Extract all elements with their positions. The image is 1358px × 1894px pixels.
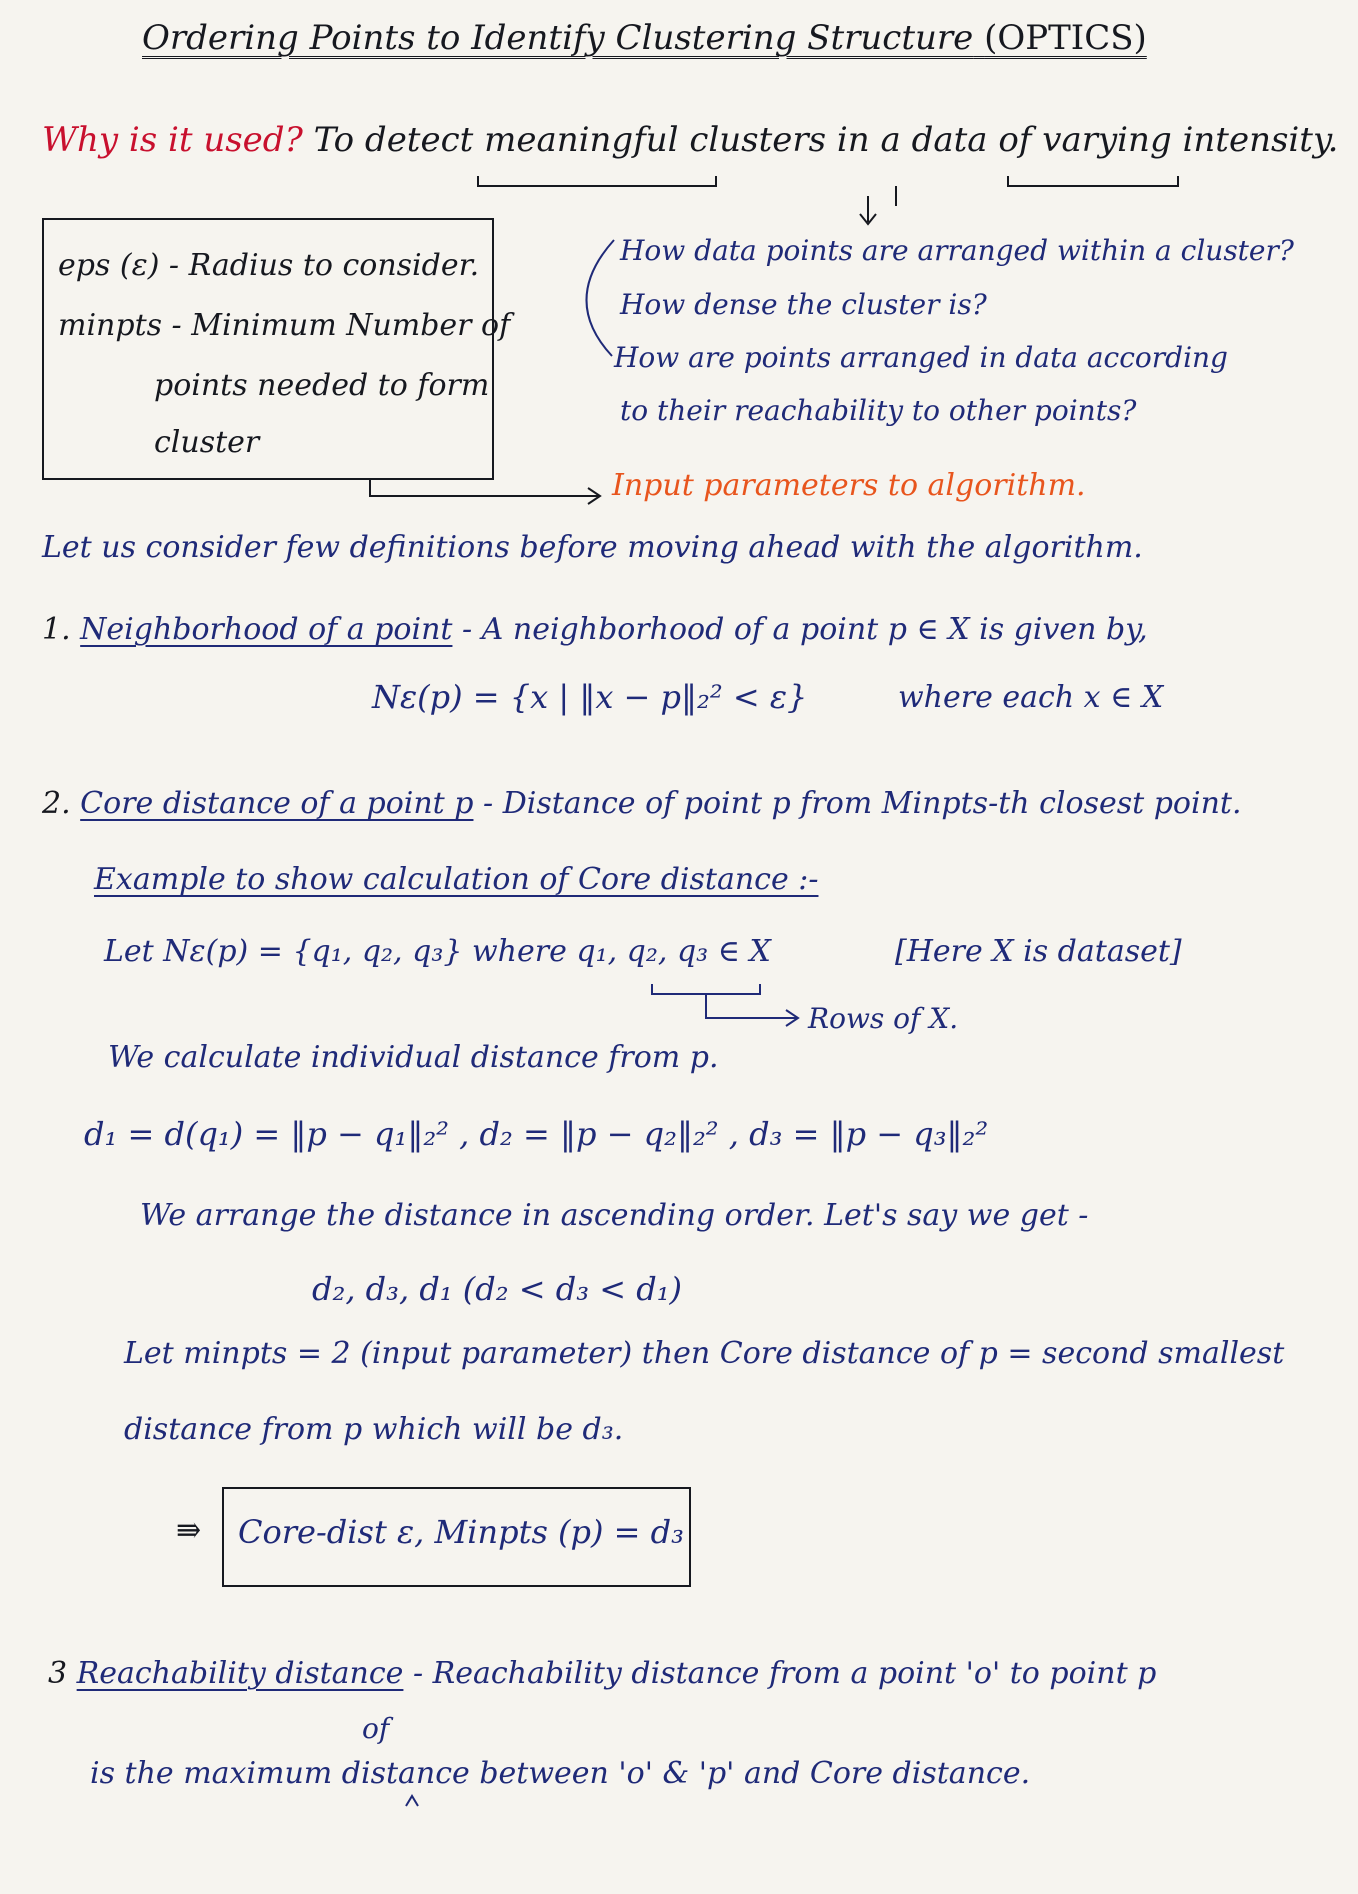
question-3: How are points arranged in data according	[614, 341, 1228, 374]
question-1: How data points are arranged within a cluster?	[620, 234, 1294, 267]
def3-insert: of	[362, 1712, 390, 1745]
def2-let-line: Let Nε(p) = {q₁, q₂, q₃} where q₁, q₂, q₃ ∈ X	[104, 934, 771, 969]
implies-arrow: ⇛	[176, 1513, 202, 1548]
def2-result: Core-dist ε, Minpts (p) = d₃	[238, 1513, 684, 1551]
def3-desc: - Reachability distance from a point 'o' to point p	[412, 1656, 1157, 1691]
why-question: Why is it used?	[42, 120, 303, 160]
def2-arrange-line: We arrange the distance in ascending order. Let's say we get -	[140, 1198, 1089, 1233]
why-meaningful: meaningful	[484, 120, 679, 160]
why-answer-pre: To detect	[313, 120, 474, 160]
def1-term: Neighborhood of a point	[80, 612, 453, 647]
def2-distance-line: distance from p which will be d₃.	[124, 1412, 624, 1447]
def1-formula: Nε(p) = {x | ‖x − p‖₂² < ε}	[372, 678, 808, 716]
bracket-intensity	[1008, 176, 1178, 186]
insertion-caret	[406, 1796, 418, 1806]
param-minpts-cont2: cluster	[154, 425, 260, 460]
def2-minpts-line: Let minpts = 2 (input parameter) then Core distance of p = second smallest	[124, 1336, 1285, 1371]
def2-rows-note: Rows of X.	[808, 1002, 959, 1035]
arrow-rows	[706, 994, 798, 1026]
input-parameters-note: Input parameters to algorithm.	[612, 468, 1086, 503]
bracket-rows	[652, 984, 760, 994]
def2-order: d₂, d₃, d₁ (d₂ < d₃ < d₁)	[312, 1270, 683, 1308]
def3-number: 3	[48, 1656, 68, 1691]
def2-calc-line: We calculate individual distance from p.	[108, 1040, 719, 1075]
question-2: How dense the cluster is?	[620, 288, 987, 321]
why-answer-mid: in a data of	[836, 120, 1032, 160]
why-clusters: clusters	[689, 120, 827, 160]
def1-where: where each x ∈ X	[898, 680, 1164, 715]
title-abbr: (OPTICS)	[984, 18, 1147, 58]
arrow-input-parameters	[370, 478, 600, 504]
title-main: Ordering Points to Identify Clustering Structure	[142, 18, 974, 58]
param-minpts: minpts - Minimum Number of	[58, 308, 511, 343]
def1-desc: - A neighborhood of a point p ∈ X is given by,	[462, 612, 1148, 647]
question-4: to their reachability to other points?	[620, 394, 1137, 427]
param-eps: eps (ε) - Radius to consider.	[58, 248, 480, 283]
def2-number: 2.	[42, 786, 71, 821]
def3-term: Reachability distance	[76, 1656, 404, 1691]
def2-term: Core distance of a point p	[80, 786, 474, 821]
def2-dataset-note: [Here X is dataset]	[895, 934, 1182, 969]
why-intensity: intensity.	[1182, 120, 1339, 160]
def3-line2: is the maximum distance between 'o' & 'p' and Core distance.	[90, 1756, 1031, 1791]
def2-distances: d₁ = d(q₁) = ‖p − q₁‖₂² , d₂ = ‖p − q₂‖₂² , d₃ = ‖p − q₃‖₂²	[84, 1115, 989, 1153]
arrow-down	[860, 196, 876, 224]
bracket-meaningful	[478, 176, 716, 186]
param-minpts-cont: points needed to form	[154, 368, 490, 403]
why-varying: varying	[1042, 120, 1172, 160]
def1-number: 1.	[42, 612, 71, 647]
question-bracket	[586, 240, 614, 356]
def2-desc: - Distance of point p from Minpts-th closest point.	[483, 786, 1242, 821]
def2-example-title: Example to show calculation of Core distance :-	[94, 862, 819, 897]
intro-line: Let us consider few definitions before moving ahead with the algorithm.	[42, 530, 1143, 565]
